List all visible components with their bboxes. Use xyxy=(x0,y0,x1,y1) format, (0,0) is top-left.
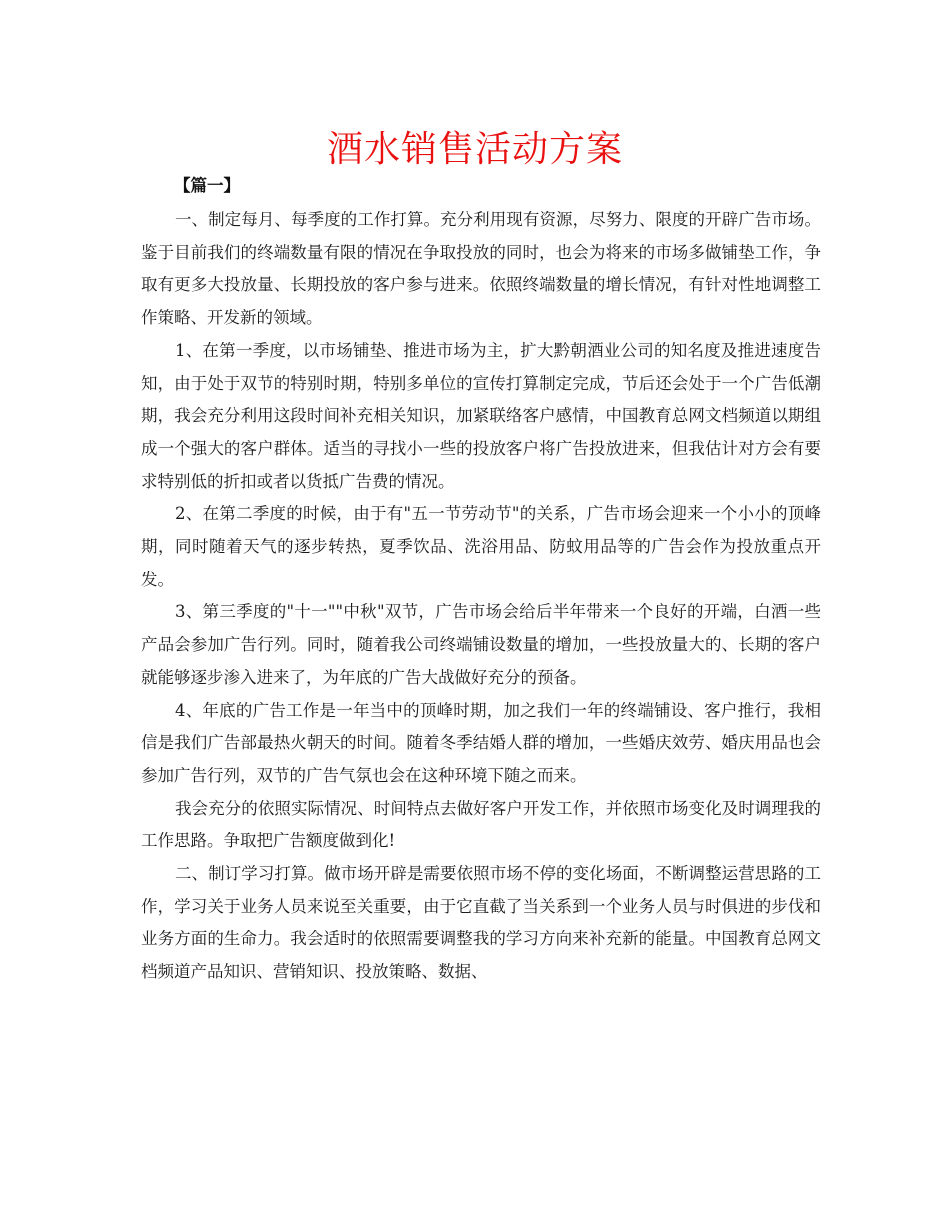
section-label: 【篇一】 xyxy=(174,176,240,195)
paragraph: 2、在第二季度的时候，由于有"五一节劳动节"的关系，广告市场会迎来一个小小的顶峰期，同时随着天气的逐步转热，夏季饮品、洗浴用品、防蚊用品等的广告会作为投放重点开发。 xyxy=(141,504,821,589)
paragraph: 二、制订学习打算。做市场开辟是需要依照市场不停的变化场面，不断调整运营思路的工作，学习关于业务人员来说至关重要，由于它直截了当关系到一个业务人员与时俱进的步伐和业务方面的生命力。我会适时的依照需要调整我的学习方向来补充新的能量。中国教育总网文档频道产品知识、营销知识、投放策略、数据、 xyxy=(141,864,821,982)
document-body xyxy=(141,204,821,989)
paragraph: 1、在第一季度，以市场铺垫、推进市场为主，扩大黔朝酒业公司的知名度及推进速度告知，由于处于双节的特别时期，特别多单位的宣传打算制定完成，节后还会处于一个广告低潮期，我会充分利用这段时间补充相关知识，加紧联络客户感情，中国教育总网文档频道以期组成一个强大的客户群体。适当的寻找小一些的投放客户将广告投放进来，但我估计对方会有要求特别低的折扣或者以货抵广告费的情况。 xyxy=(141,340,821,491)
paragraph: 一、制定每月、每季度的工作打算。充分利用现有资源，尽努力、限度的开辟广告市场。鉴于目前我们的终端数量有限的情况在争取投放的同时，也会为将来的市场多做铺垫工作，争取有更多大投放量、长期投放的客户参与进来。依照终端数量的增长情况，有针对性地调整工作策略、开发新的领域。 xyxy=(141,210,821,328)
paragraph: 我会充分的依照实际情况、时间特点去做好客户开发工作，并依照市场变化及时调理我的工作思路。争取把广告额度做到化! xyxy=(141,798,821,851)
document-title: 酒水销售活动方案 xyxy=(326,129,623,170)
paragraph: 3、第三季度的"十一""中秋"双节，广告市场会给后半年带来一个良好的开端，白酒一些产品会参加广告行列。同时，随着我公司终端铺设数量的增加，一些投放量大的、长期的客户就能够逐步渗入进来了，为年底的广告大战做好充分的预备。 xyxy=(141,602,821,687)
paragraph: 4、年底的广告工作是一年当中的顶峰时期，加之我们一年的终端铺设、客户推行，我相信是我们广告部最热火朝天的时间。随着冬季结婚人群的增加，一些婚庆效劳、婚庆用品也会参加广告行列，双节的广告气氛也会在这种环境下随之而来。 xyxy=(141,700,821,785)
